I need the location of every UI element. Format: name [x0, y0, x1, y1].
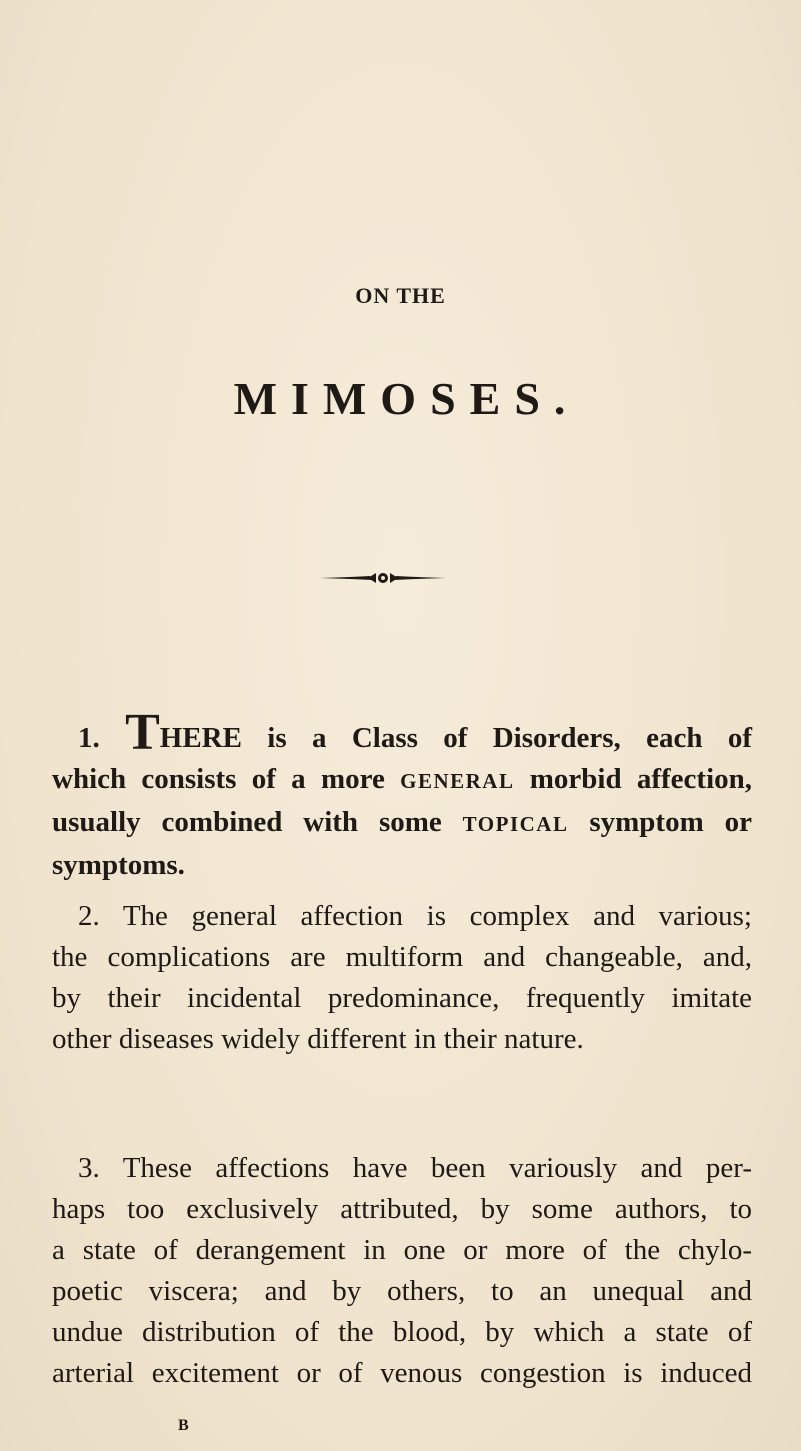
paragraph-3 — [52, 1148, 752, 1394]
page-title: MIMOSES. — [233, 373, 580, 424]
paragraph-1-line-1 — [52, 704, 752, 761]
pre-title: ON THE — [355, 283, 446, 308]
text-run: symptom or — [568, 806, 752, 838]
text-run: usually combined with some — [52, 806, 463, 838]
paragraph-2-line: other diseases widely different in their nature. — [52, 1023, 584, 1055]
text-run: which consists of a more — [52, 763, 401, 795]
paragraph-3-line: arterial excitement or of venous congestion is induced — [52, 1357, 752, 1389]
paragraph-1-line-3 — [52, 802, 752, 845]
paragraph-3-line: undue distribution of the blood, by which a state of — [52, 1316, 752, 1348]
paragraph-2-line: by their incidental predominance, frequently imitate — [52, 982, 752, 1014]
text-run: morbid affection, — [514, 763, 753, 795]
paragraph-number: 1. — [78, 722, 100, 754]
paragraph-3-line: 3. These affections have been variously and per- — [78, 1152, 752, 1184]
paragraph-2-line: 2. The general affection is complex and various; — [78, 900, 752, 932]
paragraph-1-line-2 — [52, 759, 752, 802]
paragraph-1-line-4: symptoms. — [52, 849, 185, 881]
paragraph-1-line-1-text: HERE is a Class of Disorders, each of — [159, 722, 752, 754]
paragraph-2-line: the complications are multiform and changeable, and, — [52, 941, 752, 973]
paragraph-3-line: haps too exclusively attributed, by some authors, to — [52, 1193, 752, 1225]
drop-cap: T — [125, 704, 160, 761]
small-caps-topical: TOPICAL — [462, 812, 569, 836]
paragraph-1 — [52, 704, 753, 886]
small-caps-general: GENERAL — [400, 769, 515, 793]
paragraph-3-line: poetic viscera; and by others, to an unequal and — [52, 1275, 752, 1307]
paragraph-3-line: a state of derangement in one or more of the chylo- — [52, 1234, 752, 1266]
decorative-rule-ornament-icon — [318, 570, 448, 586]
signature-mark: B — [178, 1417, 189, 1434]
paragraph-2 — [52, 896, 752, 1060]
